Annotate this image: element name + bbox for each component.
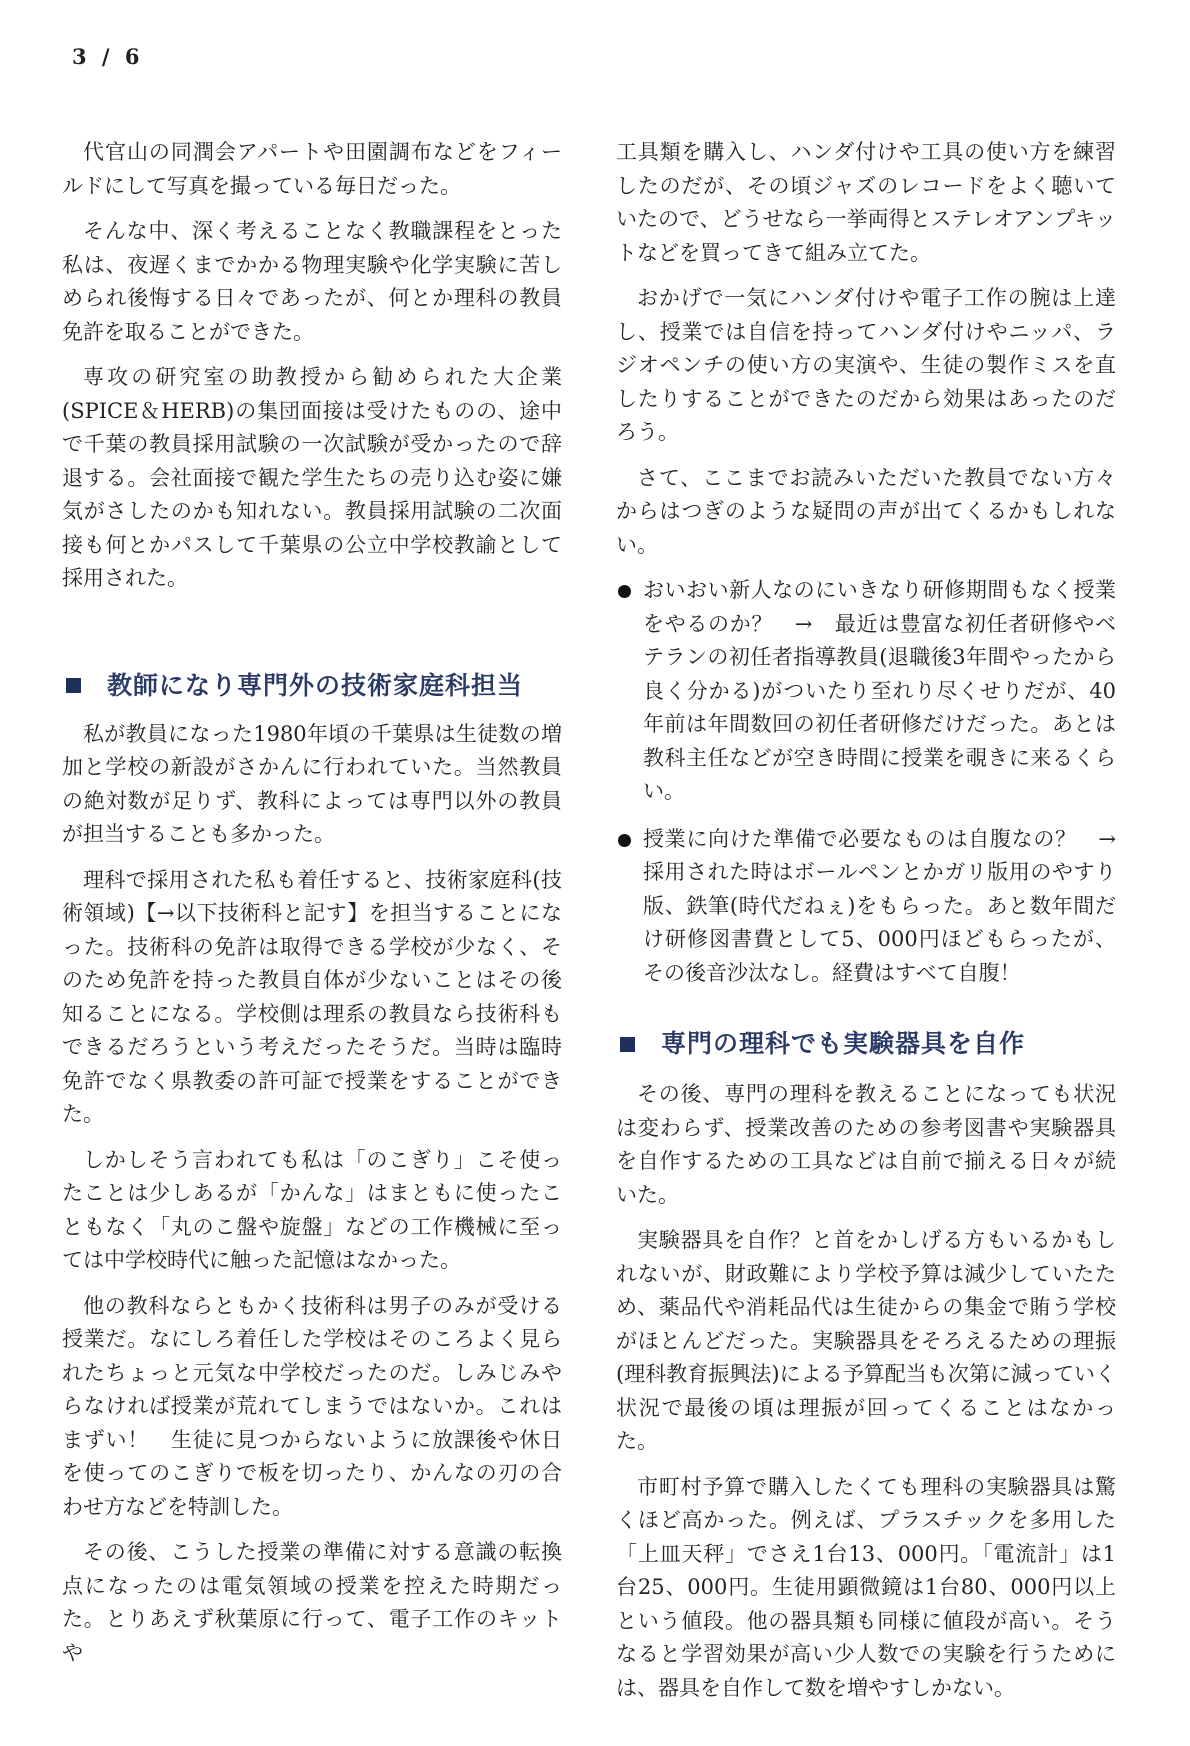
square-bullet-icon bbox=[620, 1037, 635, 1052]
list-item bbox=[616, 823, 1137, 991]
left-column bbox=[62, 136, 562, 1682]
paragraph: 理科で採用された私も着任すると、技術家庭科(技術領域)【→以下技術科と記す】を担当することになった。技術科の免許は取得できる学校が少なく、そのため免許を持った教員自体が少ないことはその後知ることになる。学校側は理系の教員なら技術科もできるだろうという考えだったそうだ。当時は臨時免許でなく県教委の許可証で授業をすることができた。 bbox=[62, 867, 562, 1126]
paragraph: 専攻の研究室の助教授から勧められた大企業(SPICE＆HERB)の集団面接は受けたものの、途中で千葉の教員採用試験の一次試験が受かったので辞退する。会社面接で観た学生たちの売り込む姿に嫌気がさしたのかも知れない。教員採用試験の二次面接も何とかパスして千葉県の公立中学校教諭として採用された。 bbox=[62, 365, 562, 590]
bullet-dot-icon bbox=[618, 834, 631, 847]
list-item bbox=[616, 574, 1116, 809]
question-list bbox=[616, 574, 1137, 990]
section-heading bbox=[616, 1024, 1116, 1064]
paragraph: そんな中、深く考えることなく教職課程をとった私は、夜遅くまでかかる物理実験や化学実験に苦しめられ後悔する日々であったが、何とか理科の教員免許を取ることができた。 bbox=[62, 219, 562, 344]
page-number: 3 / 6 bbox=[72, 44, 144, 69]
paragraph: 市町村予算で購入したくても理科の実験器具は驚くほど高かった。例えば、プラスチックを多用した「上皿天秤」でさえ1台13、000円。「電流計」は1台25、000円。生徒用顕微鏡は1台80、000円以上という値段。他の器具類も同様に値段が高い。そうなると学習効果が高い少人数での実験を行うためには、器具を自作して数を増やすしかない。 bbox=[616, 1474, 1116, 1700]
paragraph: 他の教科ならともかく技術科は男子のみが受ける授業だ。なにしろ着任した学校はそのころよく見られたちょっと元気な中学校だったのだ。しみじみやらなければ授業が荒れてしまうではないか。これはまずい！ 生徒に見つからないように放課後や休日を使ってのこぎりで板を切ったり、かんなの刃の合わせ方などを特訓した。 bbox=[62, 1293, 562, 1519]
paragraph: 代官山の同潤会アパートや田園調布などをフィールドにして写真を撮っている毎日だった。 bbox=[62, 140, 562, 198]
section-heading bbox=[62, 666, 562, 706]
list-item-text: おいおい新人なのにいきなり研修期間もなく授業をやるのか？ → 最近は豊富な初任者研修やベテランの初任者指導教員(退職後3年間やったから良く分かる)がついたり至れり尽くせりだが、40年前は年間数回の初任者研修だけだった。あとは教科主任などが空き時間に授業を覗きに来るくらい。 bbox=[643, 578, 1116, 803]
square-bullet-icon bbox=[66, 678, 81, 693]
paragraph: 私が教員になった1980年頃の千葉県は生徒数の増加と学校の新設がさかんに行われていた。当然教員の絶対数が足りず、教科によっては専門以外の教員が担当することも多かった。 bbox=[62, 721, 562, 846]
paragraph: その後、専門の理科を教えることになっても状況は変わらず、授業改善のための参考図書や実験器具を自作するための工具などは自前で揃える日々が続いた。 bbox=[616, 1082, 1116, 1207]
paragraph: 工具類を購入し、ハンダ付けや工具の使い方を練習したのだが、その頃ジャズのレコードをよく聴いていたので、どうせなら一挙両得とステレオアンプキットなどを買ってきて組み立てた。 bbox=[616, 140, 1117, 265]
paragraph: 実験器具を自作？と首をかしげる方もいるかもしれないが、財政難により学校予算は減少していたため、薬品代や消耗品代は生徒からの集金で賄う学校がほとんどだった。実験器具をそろえるための理振(理科教育振興法)による予算配当も次第に減っていく状況で最後の頃は理振が回ってくることはなかった。 bbox=[616, 1228, 1116, 1453]
paragraph: さて、ここまでお読みいただいた教員でない方々からはつぎのような疑問の声が出てくるかもしれない。 bbox=[616, 465, 1116, 557]
section-heading-text: 専門の理科でも実験器具を自作 bbox=[661, 1029, 1026, 1059]
bullet-dot-icon bbox=[618, 585, 631, 598]
paragraph: しかしそう言われても私は「のこぎり」こそ使ったことは少しあるが「かんな」はまともに使ったこともなく「丸のこ盤や旋盤」などの工作機械に至っては中学校時代に触った記憶はなかった。 bbox=[62, 1147, 562, 1272]
paragraph: その後、こうした授業の準備に対する意識の転換点になったのは電気領域の授業を控えた時期だった。とりあえず秋葉原に行って、電子工作のキットや bbox=[62, 1540, 562, 1665]
list-item-text: 授業に向けた準備で必要なものは自腹なの？ → 採用された時はボールペンとかガリ版用のやすり版、鉄筆(時代だねぇ)をもらった。あと数年間だけ研修図書費として5、000円ほどもらったが、その後音沙汰なし。経費はすべて自腹！ bbox=[643, 826, 1137, 985]
paragraph: おかげで一気にハンダ付けや電子工作の腕は上達し、授業では自信を持ってハンダ付けやニッパ、ラジオペンチの使い方の実演や、生徒の製作ミスを直したりすることができたのだから効果はあったのだろう。 bbox=[616, 286, 1116, 444]
section-heading-text: 教師になり専門外の技術家庭科担当 bbox=[107, 670, 524, 700]
right-column bbox=[616, 136, 1137, 1717]
